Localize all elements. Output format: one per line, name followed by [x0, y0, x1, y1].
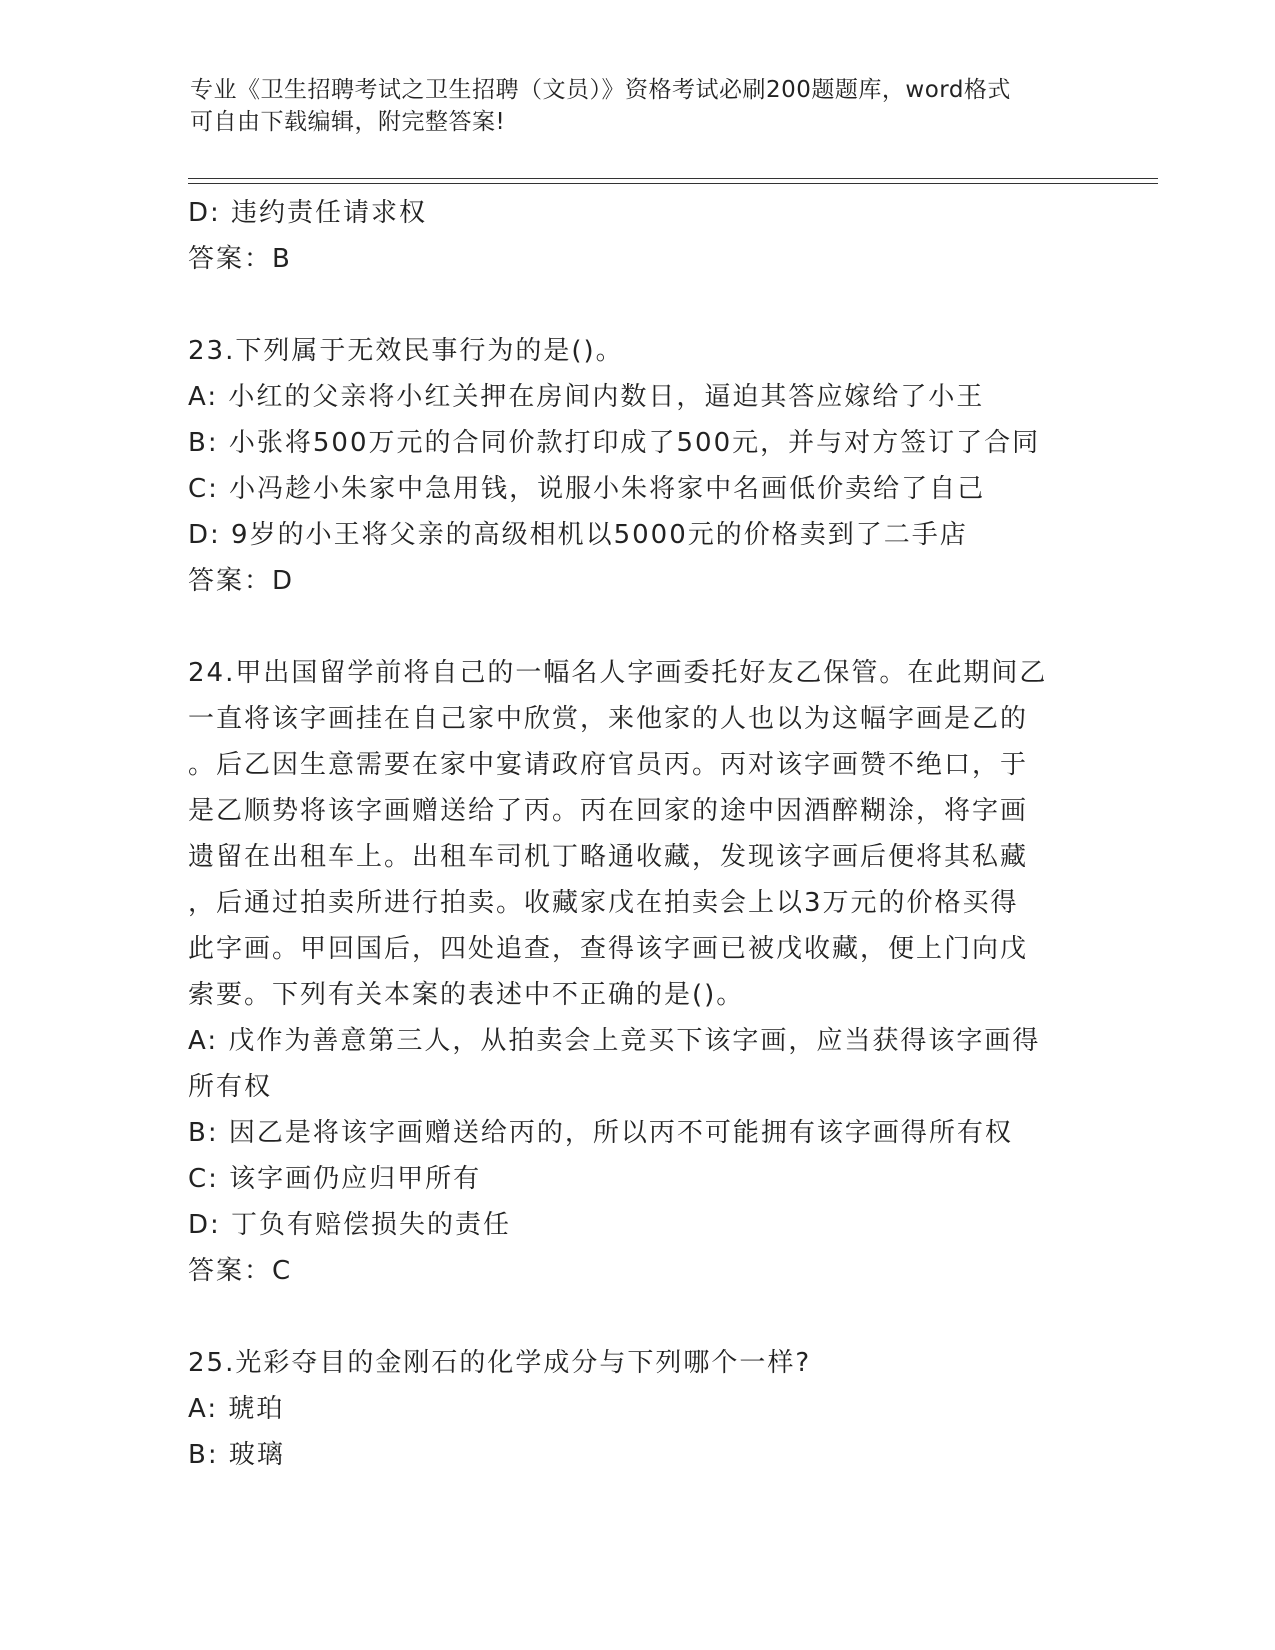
q23-stem: 23.下列属于无效民事行为的是()。	[188, 336, 624, 366]
spacer	[188, 604, 1088, 650]
q24-option-a-continued: 所有权	[188, 1072, 273, 1102]
q24-stem-line: 此字画。甲回国后，四处追查，查得该字画已被戊收藏，便上门向戊	[188, 934, 1029, 964]
header-divider-top	[188, 178, 1158, 179]
question-24	[188, 650, 1088, 1294]
q23-option-d: D: 9岁的小王将父亲的高级相机以5000元的价格卖到了二手店	[188, 520, 968, 550]
q23-option-a: A: 小红的父亲将小红关押在房间内数日，逼迫其答应嫁给了小王	[188, 382, 985, 412]
q24-option-d: D: 丁负有赔偿损失的责任	[188, 1210, 512, 1240]
q24-stem-line: 24.甲出国留学前将自己的一幅名人字画委托好友乙保管。在此期间乙	[188, 658, 1048, 688]
q24-option-c: C: 该字画仍应归甲所有	[188, 1164, 482, 1194]
q23-option-b: B: 小张将500万元的合同价款打印成了500元，并与对方签订了合同	[188, 428, 1041, 458]
q22-answer: 答案：B	[188, 244, 292, 274]
q25-option-b: B: 玻璃	[188, 1440, 285, 1470]
q24-stem-line: 一直将该字画挂在自己家中欣赏，来他家的人也以为这幅字画是乙的	[188, 704, 1029, 734]
q23-option-c: C: 小冯趁小朱家中急用钱，说服小朱将家中名画低价卖给了自己	[188, 474, 986, 504]
q24-answer: 答案：C	[188, 1256, 293, 1286]
question-25	[188, 1340, 1088, 1478]
q24-option-b: B: 因乙是将该字画赠送给丙的，所以丙不可能拥有该字画得所有权	[188, 1118, 1013, 1148]
spacer	[188, 1294, 1088, 1340]
spacer	[188, 282, 1088, 328]
question-23	[188, 328, 1088, 604]
q24-stem-line: 索要。下列有关本案的表述中不正确的是()。	[188, 980, 745, 1010]
q24-option-a: A: 戊作为善意第三人，从拍卖会上竞买下该字画，应当获得该字画得	[188, 1026, 1041, 1056]
q25-option-a: A: 琥珀	[188, 1394, 285, 1424]
q22-option-d: D: 违约责任请求权	[188, 198, 428, 228]
q24-stem-line: 。后乙因生意需要在家中宴请政府官员丙。丙对该字画赞不绝口，于	[188, 750, 1029, 780]
header-divider-bottom	[188, 183, 1158, 184]
q25-stem: 25.光彩夺目的金刚石的化学成分与下列哪个一样?	[188, 1348, 812, 1378]
q23-answer: 答案：D	[188, 566, 295, 596]
q24-stem-line: 遗留在出租车上。出租车司机丁略通收藏，发现该字画后便将其私藏	[188, 842, 1029, 872]
question-22	[188, 190, 1088, 282]
q24-stem-line: ，后通过拍卖所进行拍卖。收藏家戊在拍卖会上以3万元的价格买得	[188, 888, 1019, 918]
document-body	[188, 190, 1088, 1478]
q24-stem-line: 是乙顺势将该字画赠送给了丙。丙在回家的途中因酒醉糊涂，将字画	[188, 796, 1029, 826]
document-header	[190, 74, 1070, 138]
header-line-2: 可自由下载编辑，附完整答案!	[190, 109, 506, 135]
header-line-1: 专业《卫生招聘考试之卫生招聘（文员）》资格考试必刷200题题库，word格式	[190, 77, 1011, 103]
